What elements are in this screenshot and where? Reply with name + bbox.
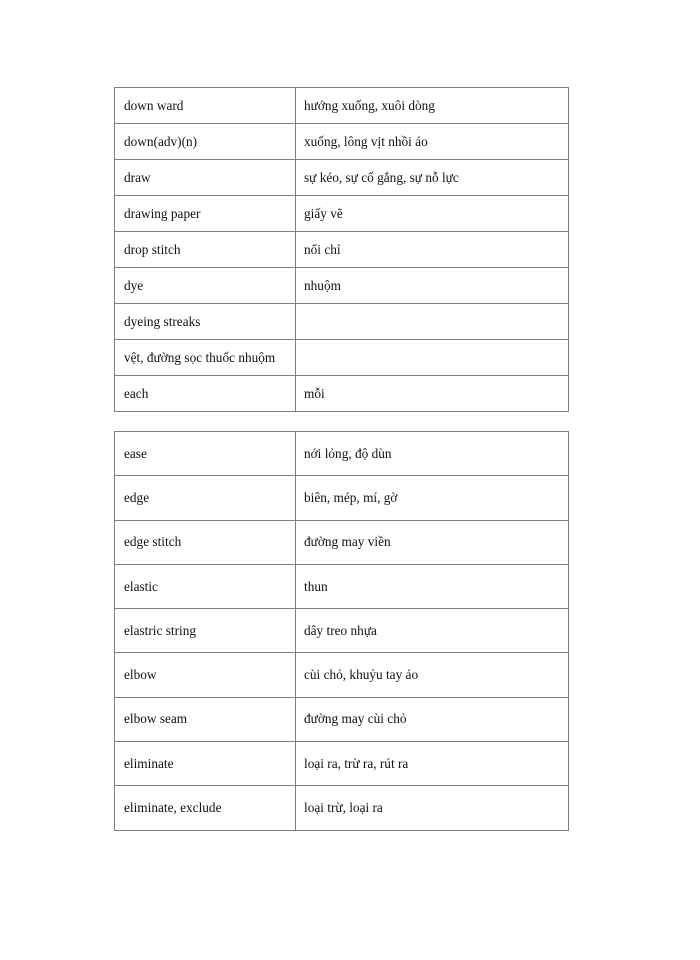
table-row xyxy=(115,432,569,476)
table-row xyxy=(115,742,569,786)
meaning-cell xyxy=(296,304,569,340)
term-cell: draw xyxy=(115,160,296,196)
term-cell: eliminate, exclude xyxy=(115,786,296,830)
table-row xyxy=(115,786,569,830)
table-row xyxy=(115,520,569,564)
term-cell: each xyxy=(115,376,296,412)
meaning-cell: giấy vẽ xyxy=(296,196,569,232)
term-cell: edge stitch xyxy=(115,520,296,564)
term-cell: dye xyxy=(115,268,296,304)
term-cell: eliminate xyxy=(115,742,296,786)
term-cell: drawing paper xyxy=(115,196,296,232)
table-row xyxy=(115,653,569,697)
meaning-cell: cùi chỏ, khuỷu tay áo xyxy=(296,653,569,697)
meaning-cell: dây treo nhựa xyxy=(296,609,569,653)
term-cell: dyeing streaks xyxy=(115,304,296,340)
meaning-cell: đường may viền xyxy=(296,520,569,564)
meaning-cell: nhuộm xyxy=(296,268,569,304)
meaning-cell xyxy=(296,340,569,376)
term-cell: elbow xyxy=(115,653,296,697)
meaning-cell: nới lỏng, độ dùn xyxy=(296,432,569,476)
table-row xyxy=(115,609,569,653)
meaning-cell: sự kéo, sự cố gắng, sự nỗ lực xyxy=(296,160,569,196)
term-cell: vệt, đường sọc thuốc nhuộm xyxy=(115,340,296,376)
table-row xyxy=(115,232,569,268)
term-cell: ease xyxy=(115,432,296,476)
table-row xyxy=(115,564,569,608)
term-cell: down(adv)(n) xyxy=(115,124,296,160)
meaning-cell: loại trừ, loại ra xyxy=(296,786,569,830)
term-cell: edge xyxy=(115,476,296,520)
table-row xyxy=(115,476,569,520)
glossary-table-2 xyxy=(114,431,569,831)
table-row xyxy=(115,124,569,160)
meaning-cell: mỗi xyxy=(296,376,569,412)
table-row xyxy=(115,340,569,376)
meaning-cell: hướng xuống, xuôi dòng xyxy=(296,88,569,124)
meaning-cell: xuống, lông vịt nhồi áo xyxy=(296,124,569,160)
table-row xyxy=(115,697,569,741)
meaning-cell: thun xyxy=(296,564,569,608)
term-cell: elastic xyxy=(115,564,296,608)
meaning-cell: loại ra, trừ ra, rút ra xyxy=(296,742,569,786)
meaning-cell: nổi chỉ xyxy=(296,232,569,268)
term-cell: drop stitch xyxy=(115,232,296,268)
term-cell: down ward xyxy=(115,88,296,124)
table-row xyxy=(115,160,569,196)
table-row xyxy=(115,268,569,304)
term-cell: elbow seam xyxy=(115,697,296,741)
table-row xyxy=(115,376,569,412)
meaning-cell: biên, mép, mí, gờ xyxy=(296,476,569,520)
table-row xyxy=(115,304,569,340)
term-cell: elastric string xyxy=(115,609,296,653)
table-row xyxy=(115,88,569,124)
meaning-cell: đường may cùi chỏ xyxy=(296,697,569,741)
table-row xyxy=(115,196,569,232)
glossary-table-1 xyxy=(114,87,569,412)
